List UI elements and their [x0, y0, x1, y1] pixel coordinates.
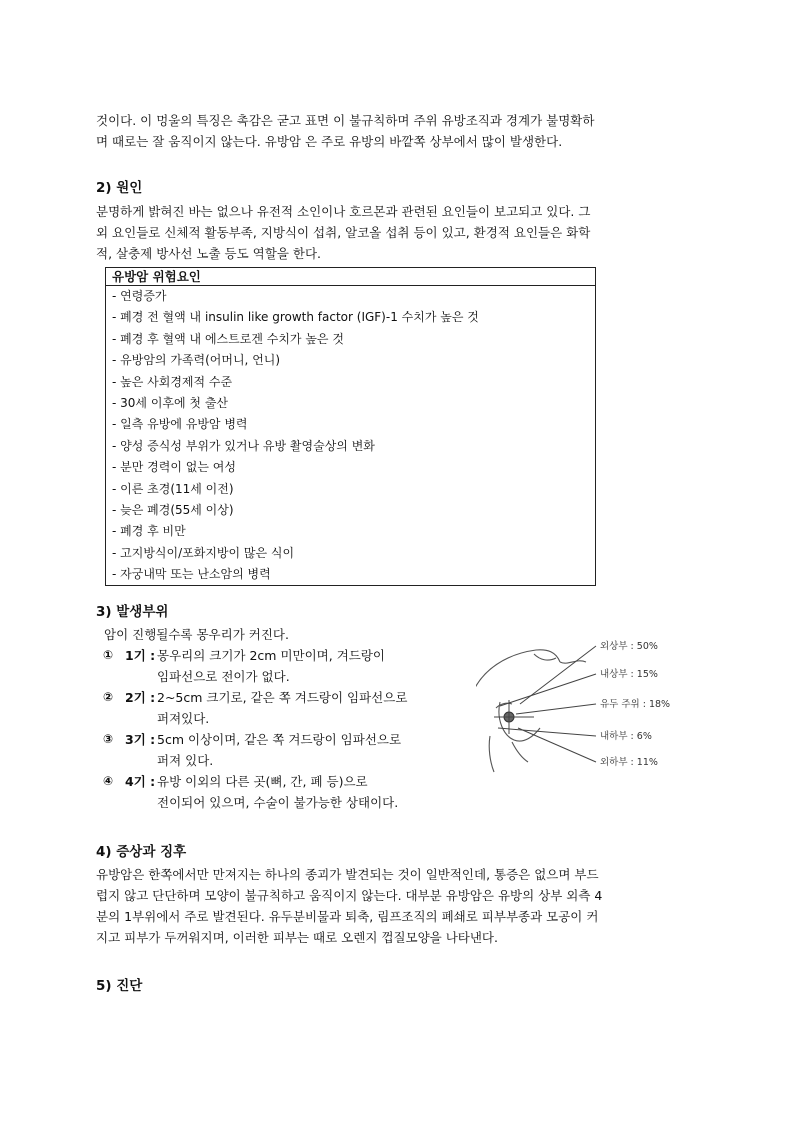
cause-line: 분명하게 밝혀진 바는 없으나 유전적 소인이나 호르몬과 관련된 요인들이 보고되고 있다. 그	[96, 204, 591, 219]
cause-paragraph	[96, 201, 700, 264]
risk-row: - 폐경 후 혈액 내 에스트로겐 수치가 높은 것	[112, 331, 344, 346]
symptoms-line: 지고 피부가 두꺼워지며, 이러한 피부는 때로 오렌지 껍질모양을 나타낸다.	[96, 930, 498, 945]
section-heading-cause: 2) 원인	[96, 180, 143, 196]
stage-label: 1기 :	[125, 648, 156, 663]
stage-line: 임파선으로 전이가 없다.	[157, 669, 290, 684]
intro-line: 것이다. 이 멍울의 특징은 촉감은 굳고 표면 이 불규칙하며 주위 유방조직과 경계가 불명확하	[96, 113, 595, 128]
breast-location-diagram	[476, 632, 696, 792]
risk-row: - 높은 사회경제적 수준	[112, 374, 233, 389]
site-intro: 암이 진행될수록 몽우리가 커진다.	[104, 627, 289, 642]
leader-line	[500, 674, 596, 706]
stage-item	[103, 645, 443, 687]
diagram-label: 유두 주위 : 18%	[600, 699, 671, 710]
risk-row: - 유방암의 가족력(어머니, 언니)	[112, 353, 281, 368]
stage-number: ①	[103, 648, 114, 662]
stage-item	[103, 771, 443, 813]
stage-line: 퍼져있다.	[157, 711, 210, 726]
stage-label: 2기 :	[125, 690, 156, 705]
symptoms-line: 분의 1부위에서 주로 발견된다. 유두분비물과 퇴축, 림프조직의 폐쇄로 피부부종과 모공이 커	[96, 909, 599, 924]
stage-list	[103, 645, 443, 813]
stage-line: 유방 이외의 다른 곳(뼈, 간, 폐 등)으로	[157, 774, 368, 789]
stage-label: 4기 :	[125, 774, 156, 789]
stage-line: 5cm 이상이며, 같은 쪽 겨드랑이 임파선으로	[157, 732, 402, 747]
risk-row: - 자궁내막 또는 난소암의 병력	[112, 567, 271, 582]
cause-line: 외 요인들로 신체적 활동부족, 지방식이 섭취, 알코올 섭취 등이 있고, 환경적 요인들은 화학	[96, 225, 591, 240]
risk-row: - 일측 유방에 유방암 병력	[112, 417, 248, 432]
stage-line: 몽우리의 크기가 2cm 미만이며, 겨드랑이	[157, 648, 385, 663]
leader-lines	[498, 646, 596, 762]
intro-line: 며 때로는 잘 움직이지 않는다. 유방암 은 주로 유방의 바깥쪽 상부에서 많이 발생한다.	[96, 134, 563, 149]
intro-paragraph	[96, 110, 700, 152]
stage-number: ④	[103, 774, 114, 788]
stage-number: ②	[103, 690, 114, 704]
section-heading-diagnosis: 5) 진단	[96, 978, 143, 994]
stage-label: 3기 :	[125, 732, 156, 747]
breast-outline-drawing	[476, 650, 586, 772]
risk-row: - 고지방식이/포화지방이 많은 식이	[112, 545, 295, 560]
risk-factor-table	[105, 267, 596, 586]
stage-line: 2~5cm 크기로, 같은 쪽 겨드랑이 임파선으로	[157, 690, 408, 705]
stage-line: 퍼져 있다.	[157, 753, 214, 768]
diagram-label: 외상부 : 50%	[600, 641, 658, 652]
symptoms-paragraph	[96, 864, 700, 948]
risk-row: - 이른 초경(11세 이전)	[112, 481, 234, 496]
cause-line: 적, 살충제 방사선 노출 등도 역할을 한다.	[96, 246, 321, 261]
stage-number: ③	[103, 732, 114, 746]
symptoms-line: 럽지 않고 단단하며 모양이 불규칙하고 움직이지 않는다. 대부분 유방암은 유방의 상부 외측 4	[96, 888, 603, 903]
section-heading-site: 3) 발생부위	[96, 604, 169, 620]
risk-row: - 폐경 후 비만	[112, 524, 186, 539]
diagram-label: 외하부 : 11%	[600, 757, 658, 768]
risk-table-header: 유방암 위험요인	[106, 268, 595, 286]
diagram-label: 내상부 : 15%	[600, 669, 658, 680]
risk-row: - 30세 이후에 첫 출산	[112, 395, 229, 410]
risk-row: - 늦은 폐경(55세 이상)	[112, 502, 234, 517]
risk-row: - 분만 경력이 없는 여성	[112, 460, 236, 475]
diagram-label: 내하부 : 6%	[600, 731, 652, 742]
stage-item	[103, 687, 443, 729]
symptoms-line: 유방암은 한쪽에서만 만져지는 하나의 종괴가 발견되는 것이 일반적인데, 통증은 없으며 부드	[96, 867, 599, 882]
risk-row: - 연령증가	[112, 289, 167, 303]
stage-line: 전이되어 있으며, 수술이 불가능한 상태이다.	[157, 795, 399, 810]
section-heading-symptoms: 4) 증상과 징후	[96, 844, 187, 860]
risk-row: - 양성 증식성 부위가 있거나 유방 촬영술상의 변화	[112, 438, 375, 453]
risk-row: - 폐경 전 혈액 내 insulin like growth factor (IGF)-1 수치가 높은 것	[112, 310, 479, 325]
leader-line	[498, 728, 596, 736]
stage-item	[103, 729, 443, 771]
leader-line	[516, 704, 596, 714]
